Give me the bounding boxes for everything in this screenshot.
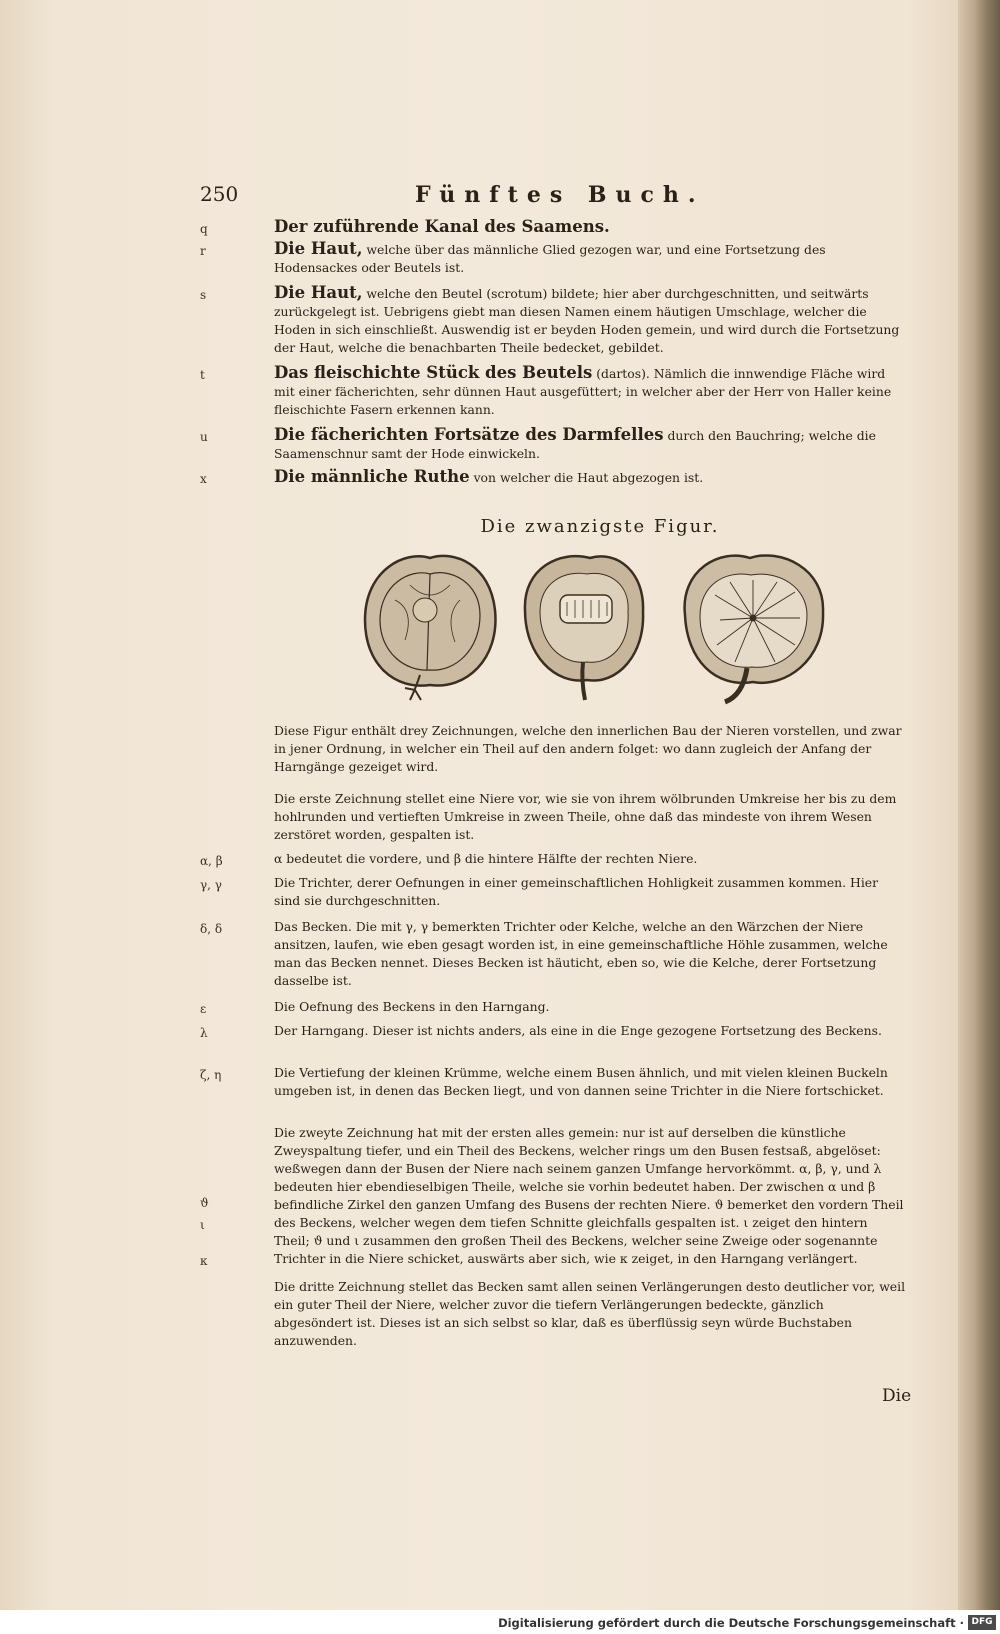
paragraph: Diese Figur enthält drey Zeichnungen, welche den innerlichen Bau der Nieren vorstellen, und zwar in jener Ordnung, in welcher ein Theil auf den andern folget: wo dann zugleich der Anfang der Harngänge gezeiget wird. [274, 723, 902, 774]
dfg-logo-icon: DFG [968, 1615, 996, 1630]
margin-marker: κ [200, 1254, 208, 1268]
book-spine [958, 0, 1000, 1610]
entry-heading: Die fächerichten Fortsätze des Darmfelles [274, 425, 664, 444]
paragraph: Die Trichter, derer Oefnungen in einer gemeinschaftlichen Hohligkeit zusammen kommen. Hier sind sie durchgeschnitten. [274, 875, 879, 908]
paragraph: Der Harngang. Dieser ist nichts anders, als eine in die Enge gezogene Fortsetzung des Beckens. [274, 1023, 882, 1038]
margin-marker: s [200, 288, 207, 302]
entry-text: von welcher die Haut abgezogen ist. [473, 470, 704, 485]
entry [274, 468, 906, 487]
entry-text: welche über das männliche Glied gezogen war, und eine Fortsetzung des Hodensackes oder Beutels ist. [274, 242, 826, 275]
entry [274, 364, 906, 419]
catchword: Die [882, 1386, 912, 1406]
kidney-illustrations [355, 550, 845, 710]
paragraph: Die Oefnung des Beckens in den Harngang. [274, 999, 550, 1014]
margin-marker: γ, γ [200, 878, 222, 892]
entry-text: durch den Bauchring; welche die Saamenschnur samt der Hode einwickeln. [274, 428, 876, 461]
margin-marker: t [200, 368, 205, 382]
entry [274, 240, 906, 277]
paragraph: α bedeutet die vordere, und β die hintere Hälfte der rechten Niere. [274, 851, 698, 866]
page-header [200, 182, 912, 212]
margin-marker: u [200, 430, 208, 444]
margin-marker: ι [200, 1218, 205, 1232]
margin-marker: r [200, 244, 206, 258]
entry [274, 426, 906, 463]
margin-marker: x [200, 472, 207, 486]
paragraph: Das Becken. Die mit γ, γ bemerkten Trichter oder Kelche, welche an den Wärzchen der Niere ansitzen, laufen, wie eben gesagt worden ist, in eine gemeinschaftliche Höhle zusammen, welche man das Becken nennet. Dieses Becken ist häuticht, eben so, wie die Kelche, derer Fortsetzung dasselbe ist. [274, 919, 888, 988]
margin-marker: q [200, 222, 208, 236]
margin-marker: α, β [200, 854, 223, 868]
paragraph: Die Vertiefung der kleinen Krümme, welche einem Busen ähnlich, und mit vielen kleinen Buckeln umgeben ist, in denen das Becken liegt, und von dannen seine Trichter in die Niere fortschicket. [274, 1065, 888, 1098]
entry-heading: Das fleischichte Stück des Beutels [274, 363, 593, 382]
paragraph: Die erste Zeichnung stellet eine Niere vor, wie sie von ihrem wölbrunden Umkreise her bis zu dem hohlrunden und vertieften Umkreise in zween Theile, ohne daß das mindeste von ihrem Wesen zerstöret worden, gespalten ist. [274, 791, 897, 842]
kidney-drawing-first [365, 556, 495, 700]
margin-marker: δ, δ [200, 922, 223, 936]
entry-text: (dartos). Nämlich die innwendige Fläche wird mit einer fächerichten, sehr dünnen Haut ausgefüttert; in welcher aber der Herr von Haller keine fleischichte Fasern erkennen kann. [274, 366, 892, 417]
entry-text: welche den Beutel (scrotum) bildete; hier aber durchgeschnitten, und seitwärts zurückgelegt ist. Uebrigens giebt man diesen Namen einem häutigen Umschlage, welcher die Hoden in sich einschließt. Auswendig ist er beyden Hoden gemein, und wird durch die Fortsetzung der Haut, welche die benachbarten Theile bedecket, gebildet. [274, 286, 900, 355]
margin-marker: ζ, η [200, 1068, 222, 1082]
entry-heading: Der zuführende Kanal des Saamens. [274, 217, 610, 236]
footer-credit: Digitalisierung gefördert durch die Deutsche Forschungsgemeinschaft · [498, 1616, 964, 1630]
entry-heading: Die Haut, [274, 239, 363, 258]
running-head: Fünftes Buch. [415, 182, 705, 208]
margin-marker: ϑ [200, 1196, 209, 1210]
entry [274, 284, 906, 357]
kidney-drawing-third [685, 555, 823, 702]
entry [274, 218, 906, 237]
margin-marker: ε [200, 1002, 207, 1016]
page-number: 250 [200, 182, 239, 206]
entry-heading: Die männliche Ruthe [274, 467, 470, 486]
entry-heading: Die Haut, [274, 283, 363, 302]
figure-title: Die zwanzigste Figur. [480, 516, 720, 537]
paragraph: Die zweyte Zeichnung hat mit der ersten alles gemein: nur ist auf derselben die künstliche Zweyspaltung tiefer, und ein Theil des Beckens, welcher rings um den Busen festsaß, abgelöset: weßwegen dann der Busen der Niere nach seinem ganzen Umfange hervorkömmt. α, β, γ, und λ bedeuten hier ebendieselbigen Theile, welche sie vorhin bedeutet haben. Der zwischen α und β befindliche Zirkel den ganzen Umfang des Busens der rechten Niere. ϑ bemerket den vordern Theil des Beckens, welcher wegen dem tiefen Schnitte gleichfalls gespalten ist. ι zeiget den hintern Theil; ϑ und ι zusammen den großen Theil des Beckens, welcher seine Zweige oder sogenannte Trichter in die Niere schicket, auswärts aber sich, wie κ zeiget, in den Harngang verlängert. [274, 1125, 904, 1266]
paragraph: Die dritte Zeichnung stellet das Becken samt allen seinen Verlängerungen desto deutlicher vor, weil ein guter Theil der Niere, welcher zuvor die tiefern Verlängerungen bedeckte, gänzlich abgesöndert ist. Dieses ist an sich selbst so klar, daß es überflüssig seyn würde Buchstaben anzuwenden. [274, 1279, 906, 1348]
margin-marker: λ [200, 1026, 208, 1040]
kidney-drawing-second [525, 556, 643, 700]
